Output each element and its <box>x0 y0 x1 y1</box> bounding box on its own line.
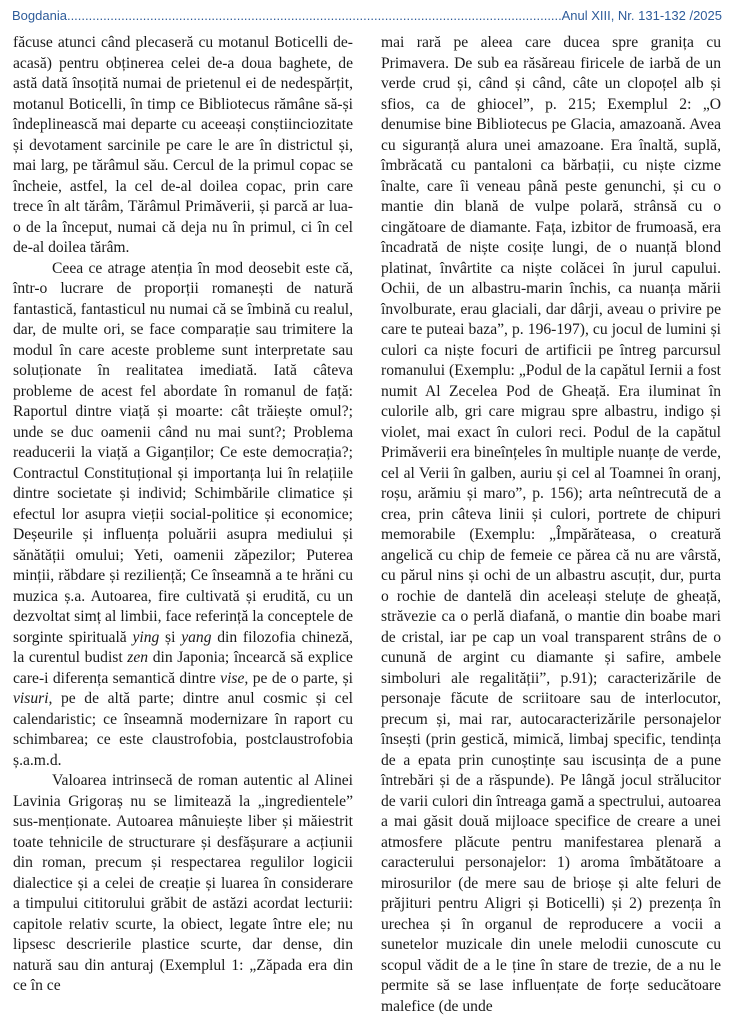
paragraph-2 <box>13 259 353 772</box>
publication-name: Bogdania <box>12 8 67 23</box>
header-leader-dots <box>67 8 562 23</box>
paragraph-2-text-d: din Japonia; încearcă să explice care-i diferența semantică dintre <box>13 649 353 687</box>
page-header <box>12 8 722 28</box>
paragraph-4: mai rară pe aleea care ducea spre granița cu Primavera. De sub ea răsăreau firicele de iarbă de un verde crud și, când și când, câte un clopoțel alb și sfios, ca de ghiocel”, p. 215; Exemplul 2: „O denumise bine Bibliotecus pe Glacia, amazoană. Avea cu siguranță alura unei amazoane. Era înaltă, suplă, îmbrăcată cu pantaloni ca bărbații, cu niște cizme înalte, care îi veneau până peste genunchi, și cu o mantie din blană de vulpe polară, strânsă cu o cingătoare de diamante. Fața, izbitor de frumoasă, era încadrată de niște cosițe lungi, de o nuanță blond platinat, învârtite ca niște colăcei în jurul capului. Ochii, de un albastru-marin închis, ca nuanța mării învolburate, erau glaciali, dar dârji, aveau o privire pe care te puteai baza”, p. 196-197), cu jocul de lumini și culori ca niște focuri de artificii pe întreg parcursul romanului (Exemplu: „Podul de la capătul Iernii a fost numit Al Zecelea Pod de Gheață. Era iluminat în culorile alb, gri care migrau spre albastru, indigo și violet, mai exact în culori reci. Podul de la capătul Primăverii era bineînțeles în multiple nuanțe de verde, cel al Verii în galben, auriu și cel al Toamnei în oranj, roșu, arămiu și maro”, p. 156); arta neîntrecută de a crea, prin câteva linii și culori, portrete de chipuri memorabile (Exemplu: „Împărăteasa, o creatură angelică cu chip de femeie ce părea că nu are vârstă, cu părul nins și ochi de un albastru ascuțit, dur, purta o rochie de dantelă din aceleași steluțe de gheață, străvezie ca o perlă diafană, o mantie din boabe mari de cristal, iar pe cap un voal transparent strâns de o cunună de argint cu diamante și safire, ambele simboluri ale regalității”, p.91); caracterizările de personaje făcute de scriitoare sau de interlocutor, precum și, mai rar, autocaracterizările personajelor însești (prin gestică, mimică, limbaj specific, tendința de a epata prin cunoștințe sau iscusința de a pune întrebări și de a răspunde). Pe lângă jocul strălucitor de varii culori din întreaga gamă a spectrului, autoarea a mai găsit două mijloace specifice de creare a unei atmosfere plăcute pentru manifestarea plenară a caracterului personajelor: 1) aroma îmbătătoare a mirosurilor (de mere sau de brioșe și alte feluri de prăjituri pentru Aligri și Boticelli) și 2) prezența în urechea și în organul de reproducere a vocii a sunetelor muzicale din unele melodii cunoscute cu scopul vădit de a le ține în stare de trezie, de a nu le permite să se lase influențate de forțe seducătoare malefice (de unde <box>381 34 721 1015</box>
term-ying: ying <box>132 628 160 646</box>
paragraph-2-text-e: pe de o parte, și <box>252 669 353 687</box>
term-vise: vise, <box>220 669 249 687</box>
paragraph-2-text-f: pe de altă parte; dintre anul cosmic și cel calendaristic; ce înseamnă modernizare în raport cu schimbarea; ce este claustrofobia, postclaustrofobia ș.a.m.d. <box>13 690 353 769</box>
term-yang: yang <box>181 628 212 646</box>
left-column <box>13 33 353 997</box>
issue-number: Anul XIII, Nr. 131-132 /2025 <box>561 8 722 23</box>
paragraph-1: făcuse atunci când plecaseră cu motanul Boticelli de-acasă) pentru obținerea celei de-a doua baghete, de astă dată însoțită numai de prietenul ei de nedespărțit, motanul Boticelli, în timp ce Bibliotecus rămâne să-și îndeplinească mai departe cu aceeași conștiinciozitate și devotament sarcinile pe care le are în districtul și, mai larg, pe tărâmul său. Cercul de la primul copac se încheie, astfel, la cel de-al doilea copac, prin care trece în alt tărâm, Tărâmul Primăverii, și parcă ar lua-o de la început, numai că deja nu în primul, ci în cel de-al doilea tărâm. <box>13 34 353 256</box>
paragraph-3: Valoarea intrinsecă de roman autentic al Alinei Lavinia Grigoraș nu se limitează la „ingredientele” sus-menționate. Autoarea mânuiește liber și măiestrit toate tehnicile de structurare și desfășurare a acțiunii din roman, precum și respectarea regulilor logicii dialectice și a celei de creație și luarea în considerare a timpului cititorului grăbit de astăzi acordat lecturii: capitole relativ scurte, la obiect, legate între ele; nu lipsesc descrierile plastice scurte, dar dense, din natură sau din anturaj (Exemplul 1: „Zăpada era din ce în ce <box>13 772 353 994</box>
paragraph-2-text-c: din filozofia chineză, la curentul budist <box>13 628 353 666</box>
paragraph-2-text-a: Ceea ce atrage atenția în mod deosebit este că, într-o lucrare de proporții romanești de natură fantastică, fantasticul nu numai că se îmbină cu realul, dar, de multe ori, se face comparație sau trimitere la modul în care aceste probleme sunt interpretate sau soluționate în realitatea imediată. Iată câteva probleme de acest fel abordate în romanul de față: Raportul dintre viață și moarte: cât trăiește omul?; unde se duc oamenii când nu mai sunt?; Problema readucerii la viață a Giganților; Ce este democrația?; Contractul Constituțional și importanța lui în relațiile dintre societate și individ; Schimbările climatice și efectul lor asupra vieții social-politice și economice; Deșeurile și influența poluării asupra mediului și sănătății omului; Yeti, oamenii zăpezilor; Puterea minții, răbdare și reziliență; Ce înseamnă a te hrăni cu muzica ș.a. Autoarea, fire cultivată și erudită, cu un dezvoltat simț al limbii, face referință la conceptele de sorginte spirituală <box>13 259 353 646</box>
paragraph-2-text-b: și <box>165 628 176 646</box>
right-column <box>381 33 721 1017</box>
term-visuri: visuri, <box>13 690 53 707</box>
term-zen: zen <box>127 649 149 666</box>
